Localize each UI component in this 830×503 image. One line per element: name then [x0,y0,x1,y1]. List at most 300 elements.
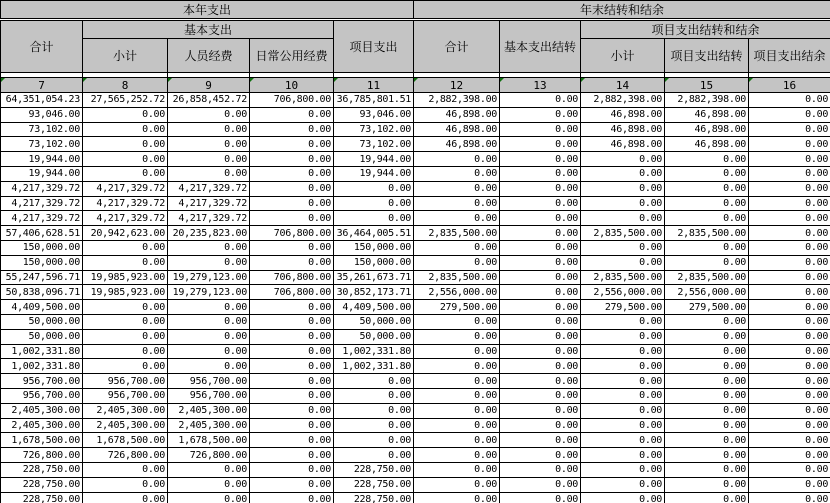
cell[interactable]: 0.00 [500,93,581,108]
cell[interactable]: 0.00 [500,152,581,167]
cell[interactable]: 0.00 [665,211,749,226]
cell[interactable]: 0.00 [414,152,500,167]
cell[interactable]: 4,217,329.72 [168,181,250,196]
cell[interactable]: 93,046.00 [1,107,83,122]
cell[interactable]: 228,750.00 [334,477,414,492]
cell[interactable]: 2,835,500.00 [414,270,500,285]
cell[interactable]: 0.00 [749,433,830,448]
cell[interactable]: 279,500.00 [665,300,749,315]
cell[interactable]: 27,565,252.72 [83,93,168,108]
cell[interactable]: 1,678,500.00 [168,433,250,448]
cell[interactable]: 0.00 [665,255,749,270]
cell[interactable]: 19,279,123.00 [168,270,250,285]
cell[interactable]: 2,882,398.00 [581,93,665,108]
cell[interactable]: 0.00 [749,418,830,433]
cell[interactable]: 0.00 [665,240,749,255]
cell[interactable]: 0.00 [665,166,749,181]
cell[interactable]: 0.00 [414,314,500,329]
cell[interactable]: 0.00 [414,181,500,196]
cell[interactable]: 2,882,398.00 [665,93,749,108]
cell[interactable]: 228,750.00 [334,492,414,503]
cell[interactable]: 50,838,096.71 [1,285,83,300]
cell[interactable]: 0.00 [581,359,665,374]
header-col11-project-expenditure[interactable]: 项目支出 [334,20,414,73]
cell[interactable]: 0.00 [250,433,334,448]
cell[interactable]: 0.00 [581,448,665,463]
cell[interactable]: 0.00 [500,226,581,241]
cell[interactable]: 0.00 [414,448,500,463]
cell[interactable]: 2,405,300.00 [1,403,83,418]
cell[interactable]: 2,835,500.00 [581,270,665,285]
cell[interactable]: 73,102.00 [334,122,414,137]
cell[interactable]: 0.00 [334,388,414,403]
header-basic-expenditure[interactable]: 基本支出 [83,20,334,39]
column-number-cell[interactable]: 15 [665,78,749,93]
cell[interactable]: 19,985,923.00 [83,270,168,285]
cell[interactable]: 0.00 [500,388,581,403]
cell[interactable]: 0.00 [749,403,830,418]
cell[interactable]: 4,217,329.72 [1,181,83,196]
cell[interactable]: 46,898.00 [665,122,749,137]
cell[interactable]: 0.00 [414,240,500,255]
cell[interactable]: 0.00 [749,344,830,359]
cell[interactable]: 0.00 [581,152,665,167]
header-col10-daily-public-funds[interactable]: 日常公用经费 [250,39,334,73]
cell[interactable]: 0.00 [414,329,500,344]
column-number-cell[interactable]: 13 [500,78,581,93]
cell[interactable]: 0.00 [414,255,500,270]
cell[interactable]: 0.00 [168,314,250,329]
cell[interactable]: 150,000.00 [1,240,83,255]
cell[interactable]: 2,556,000.00 [414,285,500,300]
header-project-carryover-group[interactable]: 项目支出结转和结余 [581,20,830,39]
cell[interactable]: 0.00 [500,359,581,374]
cell[interactable]: 0.00 [749,448,830,463]
cell[interactable]: 0.00 [250,152,334,167]
cell[interactable]: 0.00 [168,137,250,152]
cell[interactable]: 0.00 [83,255,168,270]
cell[interactable]: 0.00 [414,166,500,181]
header-col14-subtotal[interactable]: 小计 [581,39,665,73]
cell[interactable]: 0.00 [500,462,581,477]
cell[interactable]: 0.00 [665,196,749,211]
cell[interactable]: 19,985,923.00 [83,285,168,300]
cell[interactable]: 0.00 [581,196,665,211]
cell[interactable]: 0.00 [581,477,665,492]
cell[interactable]: 0.00 [500,329,581,344]
cell[interactable]: 2,556,000.00 [581,285,665,300]
cell[interactable]: 726,800.00 [1,448,83,463]
header-col8-subtotal[interactable]: 小计 [83,39,168,73]
cell[interactable]: 0.00 [83,314,168,329]
cell[interactable]: 0.00 [665,388,749,403]
cell[interactable]: 2,405,300.00 [83,418,168,433]
cell[interactable]: 0.00 [83,329,168,344]
cell[interactable]: 0.00 [334,196,414,211]
cell[interactable]: 1,002,331.80 [1,359,83,374]
cell[interactable]: 0.00 [581,492,665,503]
cell[interactable]: 0.00 [500,196,581,211]
cell[interactable]: 0.00 [749,107,830,122]
cell[interactable]: 4,217,329.72 [1,196,83,211]
cell[interactable]: 0.00 [665,418,749,433]
cell[interactable]: 0.00 [665,329,749,344]
cell[interactable]: 0.00 [581,433,665,448]
header-current-year-expenditure[interactable]: 本年支出 [1,1,414,20]
cell[interactable]: 0.00 [168,122,250,137]
header-col15-project-carryover[interactable]: 项目支出结转 [665,39,749,73]
cell[interactable]: 2,405,300.00 [168,403,250,418]
cell[interactable]: 956,700.00 [1,388,83,403]
cell[interactable]: 26,858,452.72 [168,93,250,108]
cell[interactable]: 0.00 [665,359,749,374]
cell[interactable]: 0.00 [168,359,250,374]
cell[interactable]: 0.00 [500,403,581,418]
cell[interactable]: 0.00 [334,403,414,418]
cell[interactable]: 279,500.00 [581,300,665,315]
cell[interactable]: 0.00 [749,477,830,492]
cell[interactable]: 0.00 [749,211,830,226]
cell[interactable]: 0.00 [168,329,250,344]
cell[interactable]: 0.00 [83,152,168,167]
cell[interactable]: 0.00 [83,166,168,181]
cell[interactable]: 0.00 [250,403,334,418]
cell[interactable]: 2,835,500.00 [581,226,665,241]
cell[interactable]: 1,678,500.00 [83,433,168,448]
cell[interactable]: 0.00 [749,388,830,403]
cell[interactable]: 0.00 [581,462,665,477]
cell[interactable]: 0.00 [665,477,749,492]
cell[interactable]: 0.00 [250,344,334,359]
cell[interactable]: 0.00 [414,388,500,403]
cell[interactable]: 0.00 [414,196,500,211]
cell[interactable]: 0.00 [83,359,168,374]
header-col9-personnel-funds[interactable]: 人员经费 [168,39,250,73]
cell[interactable]: 0.00 [334,181,414,196]
cell[interactable]: 0.00 [334,211,414,226]
cell[interactable]: 0.00 [168,477,250,492]
column-number-cell[interactable]: 10 [250,78,334,93]
cell[interactable]: 0.00 [250,314,334,329]
cell[interactable]: 0.00 [500,448,581,463]
cell[interactable]: 36,785,801.51 [334,93,414,108]
cell[interactable]: 4,217,329.72 [83,211,168,226]
cell[interactable]: 0.00 [250,255,334,270]
cell[interactable]: 0.00 [581,388,665,403]
cell[interactable]: 0.00 [581,344,665,359]
column-number-cell[interactable]: 9 [168,78,250,93]
cell[interactable]: 0.00 [665,181,749,196]
cell[interactable]: 2,835,500.00 [414,226,500,241]
cell[interactable]: 93,046.00 [334,107,414,122]
cell[interactable]: 0.00 [581,329,665,344]
cell[interactable]: 2,556,000.00 [665,285,749,300]
cell[interactable]: 46,898.00 [581,122,665,137]
cell[interactable]: 0.00 [250,359,334,374]
cell[interactable]: 55,247,596.71 [1,270,83,285]
cell[interactable]: 46,898.00 [665,107,749,122]
cell[interactable]: 0.00 [500,211,581,226]
cell[interactable]: 0.00 [749,462,830,477]
cell[interactable]: 19,279,123.00 [168,285,250,300]
cell[interactable]: 2,882,398.00 [414,93,500,108]
cell[interactable]: 0.00 [665,344,749,359]
cell[interactable]: 0.00 [749,492,830,503]
cell[interactable]: 0.00 [581,403,665,418]
cell[interactable]: 0.00 [581,211,665,226]
column-number-cell[interactable]: 16 [749,78,830,93]
cell[interactable]: 0.00 [749,314,830,329]
cell[interactable]: 0.00 [168,344,250,359]
cell[interactable]: 19,944.00 [1,152,83,167]
cell[interactable]: 0.00 [414,359,500,374]
cell[interactable]: 0.00 [168,255,250,270]
cell[interactable]: 73,102.00 [1,137,83,152]
cell[interactable]: 2,835,500.00 [665,270,749,285]
cell[interactable]: 36,464,005.51 [334,226,414,241]
cell[interactable]: 0.00 [414,462,500,477]
cell[interactable]: 706,800.00 [250,226,334,241]
cell[interactable]: 0.00 [168,240,250,255]
cell[interactable]: 1,002,331.80 [334,344,414,359]
cell[interactable]: 0.00 [581,181,665,196]
cell[interactable]: 57,406,628.51 [1,226,83,241]
cell[interactable]: 0.00 [500,492,581,503]
cell[interactable]: 0.00 [250,462,334,477]
cell[interactable]: 4,217,329.72 [168,211,250,226]
cell[interactable]: 0.00 [414,211,500,226]
cell[interactable]: 1,002,331.80 [1,344,83,359]
cell[interactable]: 0.00 [749,374,830,389]
cell[interactable]: 0.00 [414,433,500,448]
cell[interactable]: 0.00 [500,166,581,181]
cell[interactable]: 0.00 [749,181,830,196]
cell[interactable]: 0.00 [581,255,665,270]
column-number-cell[interactable]: 14 [581,78,665,93]
cell[interactable]: 0.00 [414,374,500,389]
cell[interactable]: 0.00 [250,418,334,433]
cell[interactable]: 64,351,054.23 [1,93,83,108]
cell[interactable]: 0.00 [83,344,168,359]
cell[interactable]: 4,409,500.00 [334,300,414,315]
cell[interactable]: 1,002,331.80 [334,359,414,374]
cell[interactable]: 0.00 [500,107,581,122]
cell[interactable]: 0.00 [250,388,334,403]
cell[interactable]: 0.00 [168,166,250,181]
cell[interactable]: 0.00 [500,300,581,315]
cell[interactable]: 956,700.00 [168,374,250,389]
cell[interactable]: 0.00 [414,403,500,418]
cell[interactable]: 0.00 [250,137,334,152]
cell[interactable]: 50,000.00 [1,314,83,329]
cell[interactable]: 0.00 [250,181,334,196]
cell[interactable]: 73,102.00 [1,122,83,137]
column-number-cell[interactable]: 8 [83,78,168,93]
cell[interactable]: 228,750.00 [1,477,83,492]
cell[interactable]: 706,800.00 [250,270,334,285]
cell[interactable]: 0.00 [83,107,168,122]
cell[interactable]: 0.00 [168,492,250,503]
cell[interactable]: 0.00 [749,285,830,300]
cell[interactable]: 20,942,623.00 [83,226,168,241]
cell[interactable]: 0.00 [250,300,334,315]
cell[interactable]: 956,700.00 [83,374,168,389]
header-year-end-carryover[interactable]: 年末结转和结余 [414,1,830,20]
header-col7-total[interactable]: 合计 [1,20,83,73]
cell[interactable]: 0.00 [749,359,830,374]
cell[interactable]: 4,409,500.00 [1,300,83,315]
header-col12-total[interactable]: 合计 [414,20,500,73]
cell[interactable]: 0.00 [581,418,665,433]
cell[interactable]: 726,800.00 [168,448,250,463]
cell[interactable]: 0.00 [749,152,830,167]
cell[interactable]: 228,750.00 [1,462,83,477]
cell[interactable]: 0.00 [168,462,250,477]
column-number-cell[interactable]: 12 [414,78,500,93]
cell[interactable]: 0.00 [749,255,830,270]
cell[interactable]: 0.00 [500,374,581,389]
cell[interactable]: 0.00 [665,492,749,503]
cell[interactable]: 0.00 [334,433,414,448]
cell[interactable]: 0.00 [581,240,665,255]
cell[interactable]: 0.00 [665,152,749,167]
cell[interactable]: 0.00 [581,374,665,389]
cell[interactable]: 4,217,329.72 [1,211,83,226]
column-number-cell[interactable]: 7 [1,78,83,93]
cell[interactable]: 0.00 [414,492,500,503]
cell[interactable]: 2,405,300.00 [83,403,168,418]
cell[interactable]: 0.00 [414,344,500,359]
cell[interactable]: 0.00 [250,122,334,137]
cell[interactable]: 0.00 [581,314,665,329]
cell[interactable]: 0.00 [250,107,334,122]
cell[interactable]: 0.00 [83,240,168,255]
cell[interactable]: 0.00 [250,196,334,211]
cell[interactable]: 0.00 [334,448,414,463]
cell[interactable]: 706,800.00 [250,285,334,300]
cell[interactable]: 0.00 [83,300,168,315]
cell[interactable]: 46,898.00 [665,137,749,152]
cell[interactable]: 0.00 [500,122,581,137]
cell[interactable]: 0.00 [334,374,414,389]
cell[interactable]: 0.00 [749,166,830,181]
cell[interactable]: 0.00 [665,433,749,448]
cell[interactable]: 50,000.00 [334,329,414,344]
cell[interactable]: 30,852,173.71 [334,285,414,300]
cell[interactable]: 46,898.00 [414,107,500,122]
cell[interactable]: 0.00 [500,285,581,300]
cell[interactable]: 19,944.00 [334,166,414,181]
cell[interactable]: 0.00 [749,240,830,255]
cell[interactable]: 0.00 [500,314,581,329]
cell[interactable]: 956,700.00 [1,374,83,389]
cell[interactable]: 0.00 [83,462,168,477]
cell[interactable]: 0.00 [250,448,334,463]
cell[interactable]: 4,217,329.72 [83,196,168,211]
cell[interactable]: 50,000.00 [334,314,414,329]
cell[interactable]: 0.00 [500,181,581,196]
cell[interactable]: 0.00 [334,418,414,433]
cell[interactable]: 0.00 [749,226,830,241]
cell[interactable]: 19,944.00 [334,152,414,167]
cell[interactable]: 228,750.00 [334,462,414,477]
cell[interactable]: 46,898.00 [414,122,500,137]
cell[interactable]: 0.00 [250,329,334,344]
cell[interactable]: 726,800.00 [83,448,168,463]
cell[interactable]: 0.00 [665,448,749,463]
cell[interactable]: 0.00 [168,107,250,122]
cell[interactable]: 20,235,823.00 [168,226,250,241]
cell[interactable]: 956,700.00 [83,388,168,403]
header-col16-project-balance[interactable]: 项目支出结余 [749,39,830,73]
cell[interactable]: 2,835,500.00 [665,226,749,241]
cell[interactable]: 0.00 [665,374,749,389]
cell[interactable]: 0.00 [83,477,168,492]
cell[interactable]: 73,102.00 [334,137,414,152]
cell[interactable]: 0.00 [749,196,830,211]
cell[interactable]: 1,678,500.00 [1,433,83,448]
cell[interactable]: 150,000.00 [334,240,414,255]
cell[interactable]: 50,000.00 [1,329,83,344]
cell[interactable]: 0.00 [83,122,168,137]
column-number-cell[interactable]: 11 [334,78,414,93]
cell[interactable]: 0.00 [250,211,334,226]
cell[interactable]: 46,898.00 [414,137,500,152]
cell[interactable]: 0.00 [500,344,581,359]
cell[interactable]: 0.00 [250,477,334,492]
cell[interactable]: 0.00 [500,418,581,433]
cell[interactable]: 0.00 [749,300,830,315]
cell[interactable]: 0.00 [500,477,581,492]
cell[interactable]: 0.00 [500,255,581,270]
cell[interactable]: 0.00 [749,93,830,108]
cell[interactable]: 0.00 [83,137,168,152]
cell[interactable]: 956,700.00 [168,388,250,403]
cell[interactable]: 0.00 [168,300,250,315]
cell[interactable]: 0.00 [665,403,749,418]
cell[interactable]: 0.00 [500,240,581,255]
cell[interactable]: 0.00 [414,418,500,433]
cell[interactable]: 0.00 [500,433,581,448]
cell[interactable]: 2,405,300.00 [1,418,83,433]
cell[interactable]: 0.00 [168,152,250,167]
cell[interactable]: 0.00 [250,492,334,503]
cell[interactable]: 0.00 [500,270,581,285]
cell[interactable]: 46,898.00 [581,137,665,152]
cell[interactable]: 150,000.00 [1,255,83,270]
cell[interactable]: 0.00 [749,329,830,344]
cell[interactable]: 0.00 [665,462,749,477]
cell[interactable]: 4,217,329.72 [168,196,250,211]
header-col13-basic-carryover[interactable]: 基本支出结转 [500,20,581,73]
cell[interactable]: 19,944.00 [1,166,83,181]
cell[interactable]: 0.00 [83,492,168,503]
cell[interactable]: 0.00 [665,314,749,329]
cell[interactable]: 0.00 [250,240,334,255]
cell[interactable]: 35,261,673.71 [334,270,414,285]
cell[interactable]: 0.00 [250,374,334,389]
cell[interactable]: 0.00 [581,166,665,181]
cell[interactable]: 0.00 [749,270,830,285]
cell[interactable]: 2,405,300.00 [168,418,250,433]
cell[interactable]: 228,750.00 [1,492,83,503]
cell[interactable]: 0.00 [414,477,500,492]
cell[interactable]: 46,898.00 [581,107,665,122]
cell[interactable]: 0.00 [749,122,830,137]
cell[interactable]: 0.00 [250,166,334,181]
cell[interactable]: 0.00 [500,137,581,152]
cell[interactable]: 4,217,329.72 [83,181,168,196]
